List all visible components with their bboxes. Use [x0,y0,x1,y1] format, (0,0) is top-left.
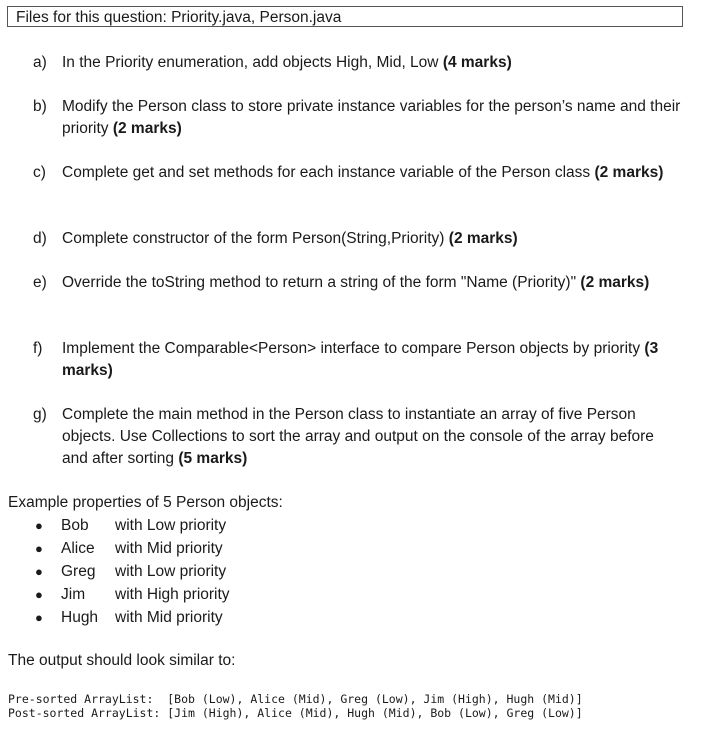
bullet-icon: ● [35,587,43,602]
question-marks: (5 marks) [178,450,248,467]
question-letter: c) [33,164,46,181]
output-title: The output should look similar to: [8,652,236,669]
question-a [33,52,683,74]
person-priority: with Mid priority [115,609,223,626]
files-header: Files for this question: Priority.java, Person.java [7,6,683,27]
question-letter: b) [33,98,47,115]
bullet-icon: ● [35,518,43,533]
question-g [33,404,683,470]
question-text: Implement the Comparable<Person> interface to compare Person objects by priority (3 marks) [62,340,659,379]
question-letter: a) [33,54,47,71]
person-name: Alice [61,540,95,557]
person-name: Greg [61,563,96,580]
person-name: Bob [61,517,89,534]
question-text: Override the toString method to return a string of the form "Name (Priority)" (2 marks) [62,274,650,291]
question-text: In the Priority enumeration, add objects High, Mid, Low (4 marks) [62,54,512,71]
question-text: Complete constructor of the form Person(String,Priority) (2 marks) [62,230,518,247]
console-output [8,692,583,720]
question-c [33,162,683,184]
question-b [33,96,683,140]
question-marks: (3 marks) [62,340,659,379]
question-letter: g) [33,406,47,423]
question-letter: e) [33,274,47,291]
bullet-icon: ● [35,541,43,556]
person-name: Jim [61,586,86,603]
bullet-icon: ● [35,564,43,579]
question-f [33,338,683,382]
question-text: Modify the Person class to store private instance variables for the person’s name and their priority (2 marks) [62,98,681,137]
output-line-presorted: Pre-sorted ArrayList: [Bob (Low), Alice (Mid), Greg (Low), Jim (High), Hugh (Mid)] [8,692,583,706]
question-e [33,272,683,294]
question-letter: f) [33,340,43,357]
example-title: Example properties of 5 Person objects: [8,494,283,511]
output-line-postsorted: Post-sorted ArrayList: [Jim (High), Alice (Mid), Hugh (Mid), Bob (Low), Greg (Low)] [8,706,583,720]
bullet-icon: ● [35,610,43,625]
question-marks: (2 marks) [448,230,518,247]
question-marks: (4 marks) [442,54,512,71]
person-name: Hugh [61,609,99,626]
question-text: Complete get and set methods for each instance variable of the Person class (2 marks) [62,164,664,181]
question-marks: (2 marks) [594,164,664,181]
person-priority: with Low priority [115,563,227,580]
person-priority: with High priority [115,586,230,603]
question-text: Complete the main method in the Person class to instantiate an array of five Person objects. Use Collections to sort the array and output on the console of the array before and after sorting (5 marks) [62,406,654,467]
question-marks: (2 marks) [112,120,182,137]
person-priority: with Low priority [115,517,227,534]
question-letter: d) [33,230,47,247]
person-priority: with Mid priority [115,540,223,557]
question-marks: (2 marks) [580,274,650,291]
question-d [33,228,683,250]
